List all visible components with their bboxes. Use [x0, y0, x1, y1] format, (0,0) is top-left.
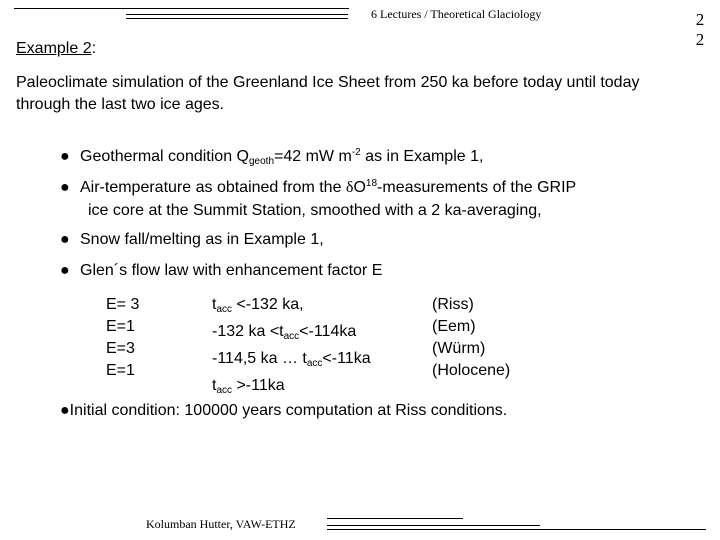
time-range [212, 375, 371, 402]
page-number [692, 10, 708, 50]
enhancement-value: E=1 [106, 362, 135, 379]
example-title: Example 2 [16, 40, 92, 57]
air-temp-post: -measurements of the GRIP [377, 179, 577, 196]
bullet-dot: ● [60, 231, 70, 248]
example-heading [16, 40, 96, 58]
footer-rule-2 [327, 525, 540, 526]
glen-text: Glen´s flow law with enhancement factor E [80, 262, 383, 279]
header-rule-2 [126, 14, 348, 15]
time-sub: acc [306, 358, 323, 369]
footer-rule-1 [327, 518, 463, 519]
time-pre: t [212, 296, 217, 313]
air-temp-sup: 18 [365, 178, 378, 189]
period-column [432, 294, 510, 382]
header-rule-3 [126, 18, 348, 19]
time-pre: -132 ka <t [212, 323, 284, 340]
time-post: <-114ka [299, 323, 357, 340]
bullet-dot: ● [60, 148, 70, 165]
geothermal-post: as in Example 1, [360, 148, 484, 165]
time-sub: acc [216, 304, 233, 315]
page-number-line1: 2 [695, 10, 705, 29]
delta-symbol: δ [345, 179, 354, 196]
air-temp-o: O [353, 179, 366, 196]
time-range-column [212, 294, 371, 402]
snow-text: Snow fall/melting as in Example 1, [80, 231, 324, 248]
time-pre: t [212, 377, 217, 394]
time-range [212, 348, 371, 375]
bullet-dot: ● [60, 262, 70, 279]
time-post: >-11ka [232, 377, 285, 394]
time-post: <-132 ka, [232, 296, 304, 313]
bullet-dot: ● [60, 179, 70, 196]
enhancement-column [106, 294, 139, 382]
bullet-air-temperature [60, 172, 576, 222]
footer-rule-3 [327, 529, 706, 530]
period-name: (Riss) [432, 296, 474, 313]
header-rule-1 [14, 8, 349, 9]
geothermal-sup: -2 [351, 147, 361, 158]
header-title: 6 Lectures / Theoretical Glaciology [371, 7, 542, 21]
period-name: (Würm) [432, 340, 486, 357]
bullet-snow [60, 228, 324, 251]
initial-condition: ●Initial condition: 100000 years computation at Riss conditions. [60, 402, 508, 419]
period-name: (Eem) [432, 318, 476, 335]
time-post: <-11ka [322, 350, 371, 367]
time-range [212, 321, 371, 348]
time-pre: -114,5 ka … t [212, 350, 307, 367]
period-name: (Holocene) [432, 362, 511, 379]
time-range [212, 294, 371, 321]
geothermal-pre: Geothermal condition Q [80, 148, 249, 165]
footer-author: Kolumban Hutter, VAW-ETHZ [146, 517, 296, 531]
intro-paragraph: Paleoclimate simulation of the Greenland Ice Sheet from 250 ka before today until today through the last two ice ages. [16, 74, 640, 113]
geothermal-mid: =42 mW m [274, 148, 352, 165]
page-number-line2: 2 [695, 30, 705, 49]
bullet-geothermal [60, 141, 483, 173]
time-sub: acc [216, 385, 233, 396]
bullet-glen [60, 259, 382, 282]
geothermal-sub: geoth [248, 156, 275, 167]
enhancement-value: E= 3 [106, 296, 140, 313]
enhancement-value: E=3 [106, 340, 135, 357]
enhancement-value: E=1 [106, 318, 135, 335]
air-temp-line2: ice core at the Summit Station, smoothed with a 2 ka-averaging, [88, 202, 542, 219]
time-sub: acc [283, 331, 300, 342]
air-temp-pre: Air-temperature as obtained from the [80, 179, 346, 196]
example-colon: : [91, 40, 97, 57]
